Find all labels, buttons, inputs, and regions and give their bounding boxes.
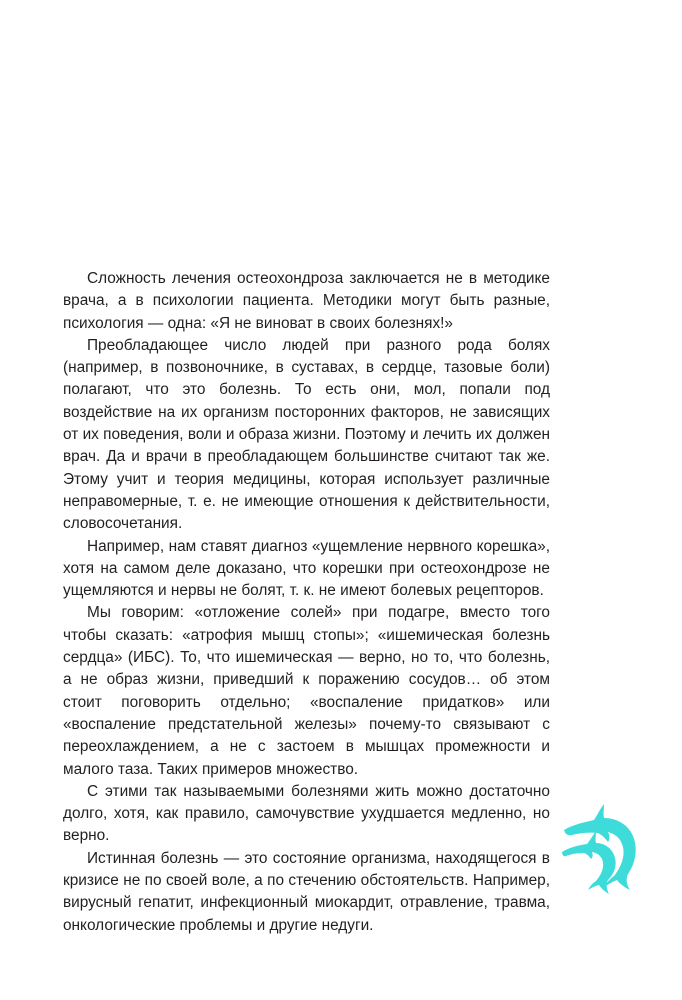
body-text [63, 268, 550, 937]
paragraph-3: Например, нам ставят диагноз «ущемление нервного корешка», хотя на самом деле доказано, что корешки при остеохондрозе не ущемляются и нервы не болят, т. к. не имеют болевых рецепторов. [63, 537, 550, 600]
paragraph-6: Истинная болезнь — это состояние организма, находящегося в кризисе не по своей воле, а по стечению обстоятельств. Например, вирусный гепатит, инфекционный миокардит, отравление, травма, онкологические проблемы и другие недуги. [63, 849, 550, 934]
paragraph-5: С этими так называемыми болезнями жить можно достаточно долго, хотя, как правило, самочувствие ухудшается медленно, но верно. [63, 782, 550, 845]
paragraph-4: Мы говорим: «отложение солей» при подагре, вместо того чтобы сказать: «атрофия мышц стопы»; «ишемическая болезнь сердца» (ИБС). То, что ишемическая — верно, но то, что болезнь, а не образ жизни, приведший к поражению сосудов… об этом стоит поговорить отдельно; «воспаление придатков» или «воспаление предстательной железы» почему-то связывают с переохлаждением, а не с застоем в мышцах промежности и малого таза. Таких примеров множество. [63, 604, 550, 778]
paragraph-2: Преобладающее число людей при разного рода болях (например, в позвоночнике, в суставах, в сердце, тазовые боли) полагают, что это болезнь. То есть они, мол, попали под воздействие на их организм посторонних факторов, не зависящих от их поведения, воли и образа жизни. Поэтому и лечить их должен врач. Да и врачи в преобладающем большинстве считают так же. Этому учит и теория медицины, которая использует различные неправомерные, т. е. не имеющие отношения к действительности, словосочетания. [63, 336, 550, 533]
dolphins-icon [560, 800, 650, 895]
paragraph-1: Сложность лечения остеохондроза заключается не в методике врача, а в психологии пациента. Методики могут быть разные, психология — одна: «Я не виноват в своих болезнях!» [63, 270, 550, 332]
